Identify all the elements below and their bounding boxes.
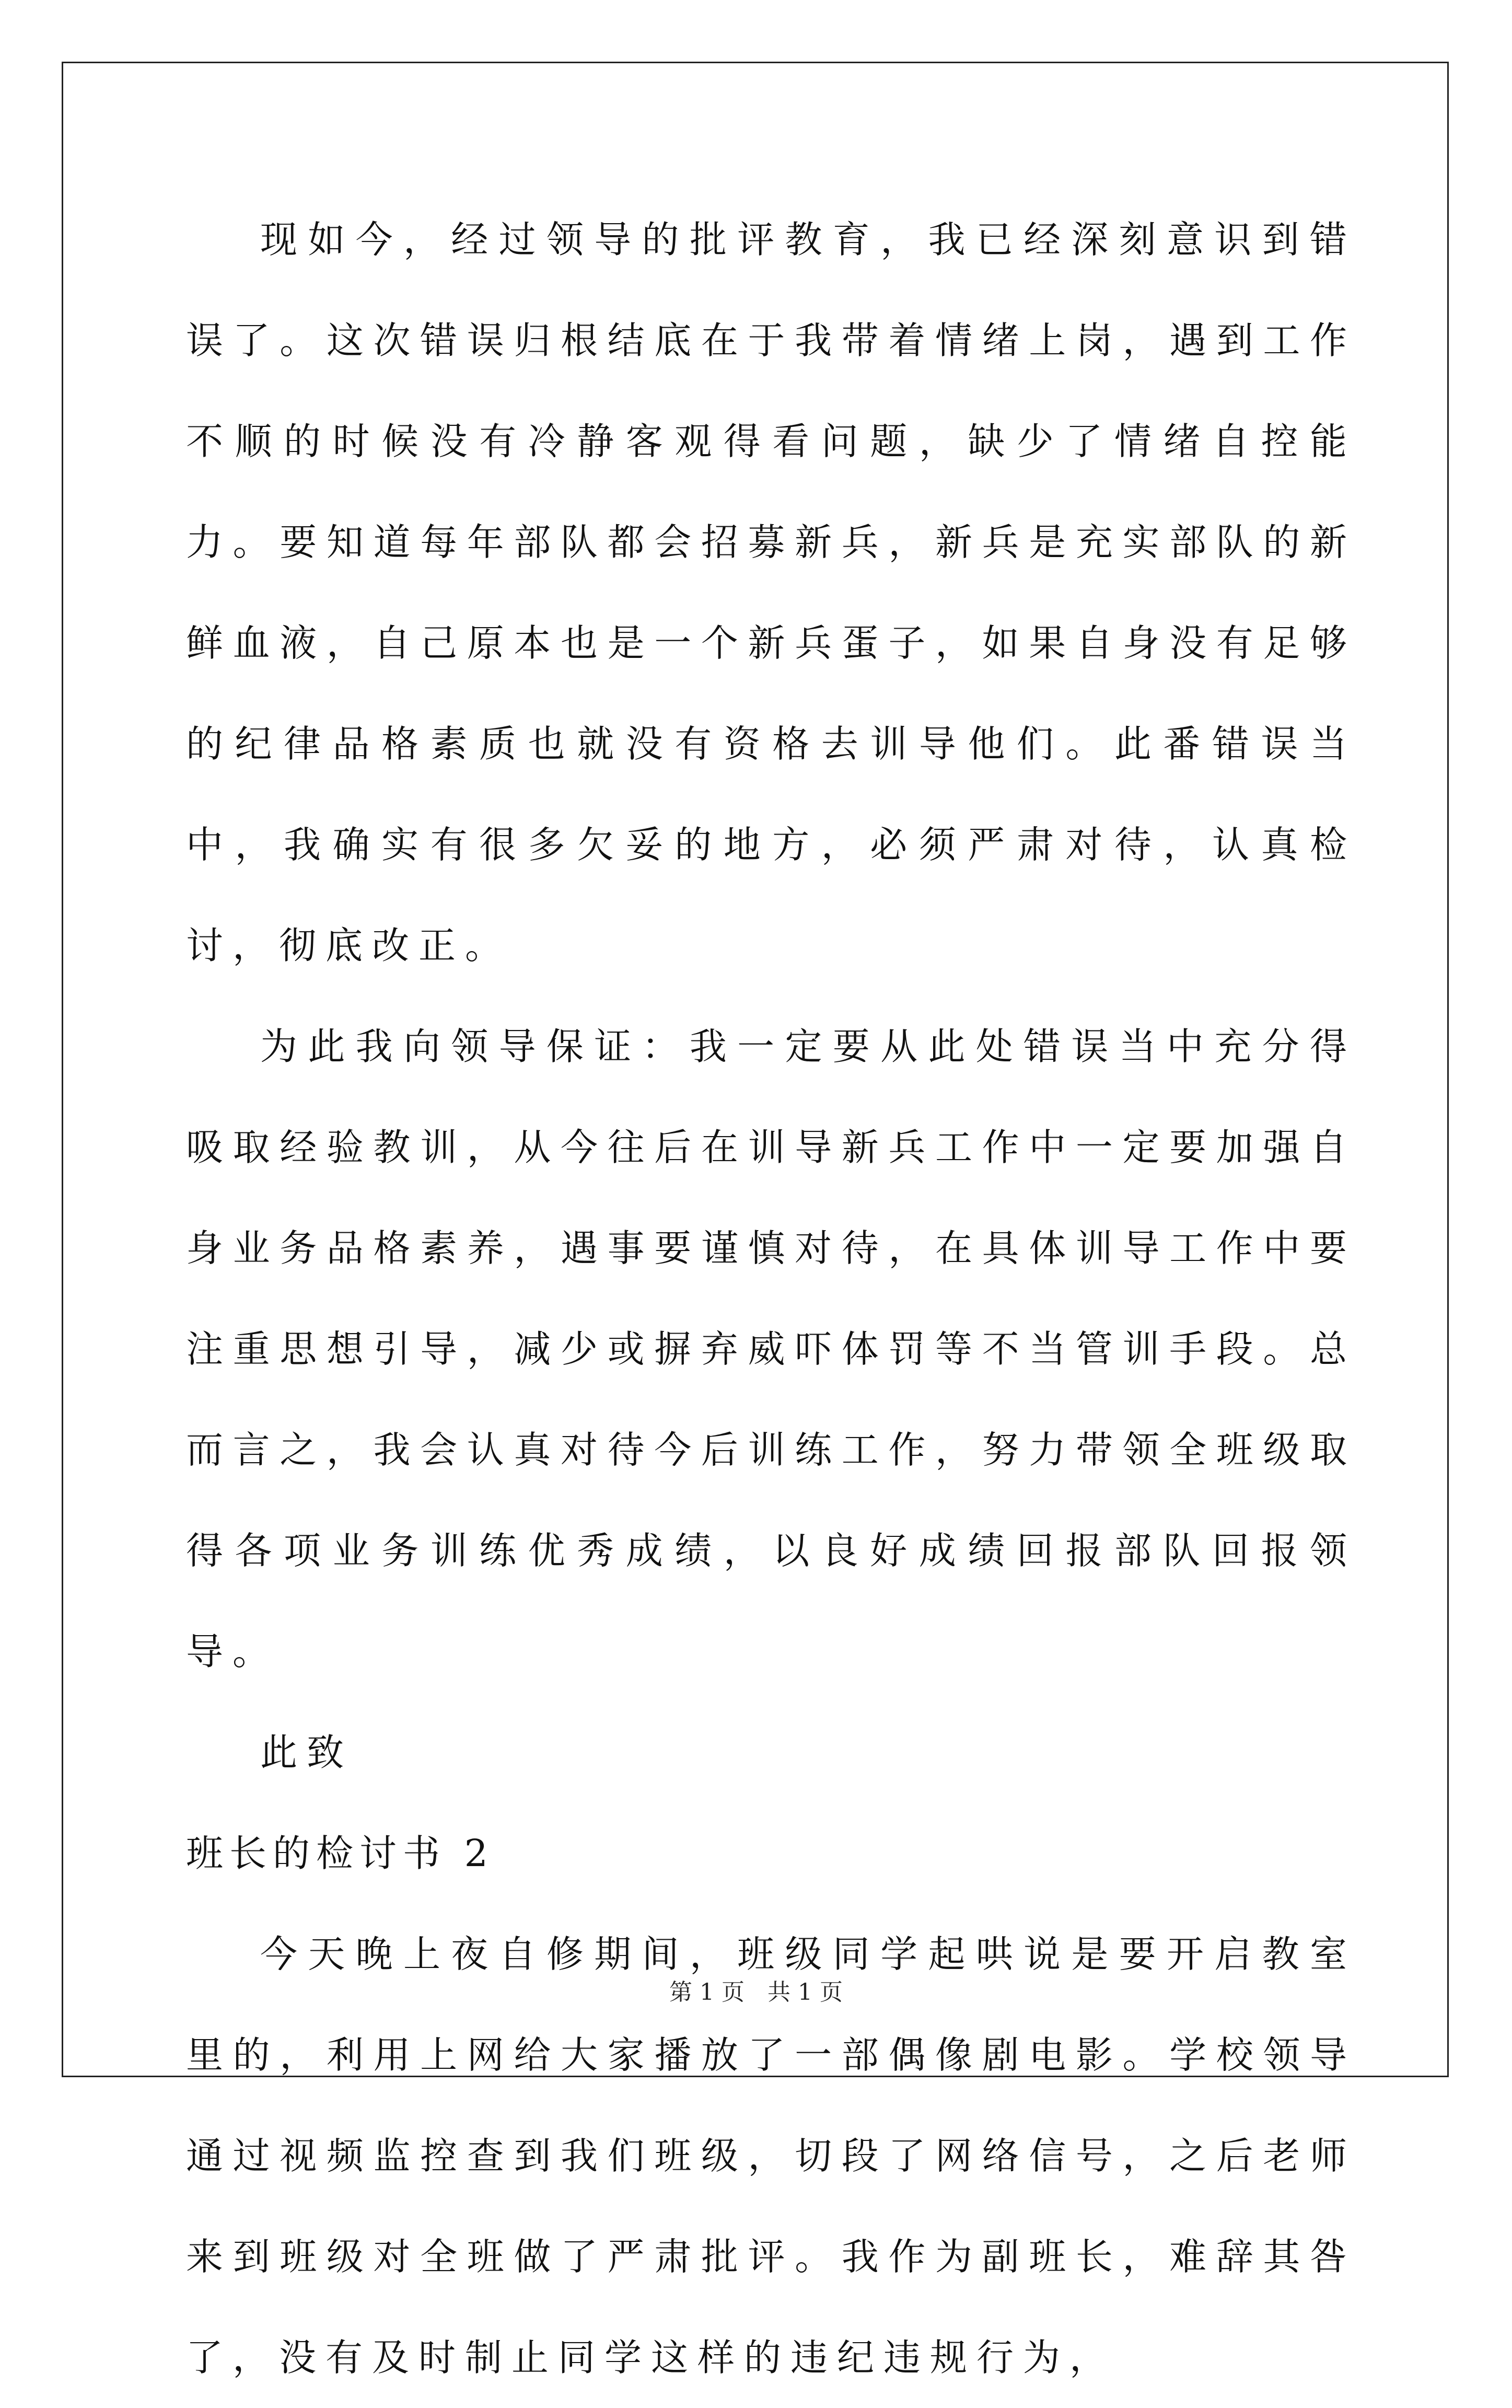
- section-heading: 班长的检讨书 2: [186, 1832, 494, 1875]
- page-footer: 第 1 页 共 1 页: [669, 1979, 843, 2006]
- paragraph-3: 今天晚上夜自修期间，班级同学起哄说是要开启教室里的，利用上网给大家播放了一部偶像剧电影。学校领导通过视频监控查到我们班级，切段了网络信号，之后老师来到班级对全班做了严肃批评。我作为副班长，难辞其咎了，没有及时制止同学这样的违纪违规行为，: [186, 1932, 1356, 2379]
- paragraph-2: 为此我向领导保证：我一定要从此处错误当中充分得吸取经验教训，从今往后在训导新兵工作中一定要加强自身业务品格素养，遇事要谨慎对待，在具体训导工作中要注重思想引导，减少或摒弃威吓体罚等不当管训手段。总而言之，我会认真对待今后训练工作，努力带领全班级取得各项业务训练优秀成绩，以良好成绩回报部队回报领导。: [186, 1025, 1356, 1673]
- closing-salutation: 此致: [260, 1731, 354, 1774]
- document-body: [186, 189, 1356, 2408]
- paragraph-1: 现如今，经过领导的批评教育，我已经深刻意识到错误了。这次错误归根结底在于我带着情绪上岗，遇到工作不顺的时候没有冷静客观得看问题，缺少了情绪自控能力。要知道每年部队都会招募新兵，新兵是充实部队的新鲜血液，自己原本也是一个新兵蛋子，如果自身没有足够的纪律品格素质也就没有资格去训导他们。此番错误当中，我确实有很多欠妥的地方，必须严肃对待，认真检讨，彻底改正。: [186, 218, 1356, 967]
